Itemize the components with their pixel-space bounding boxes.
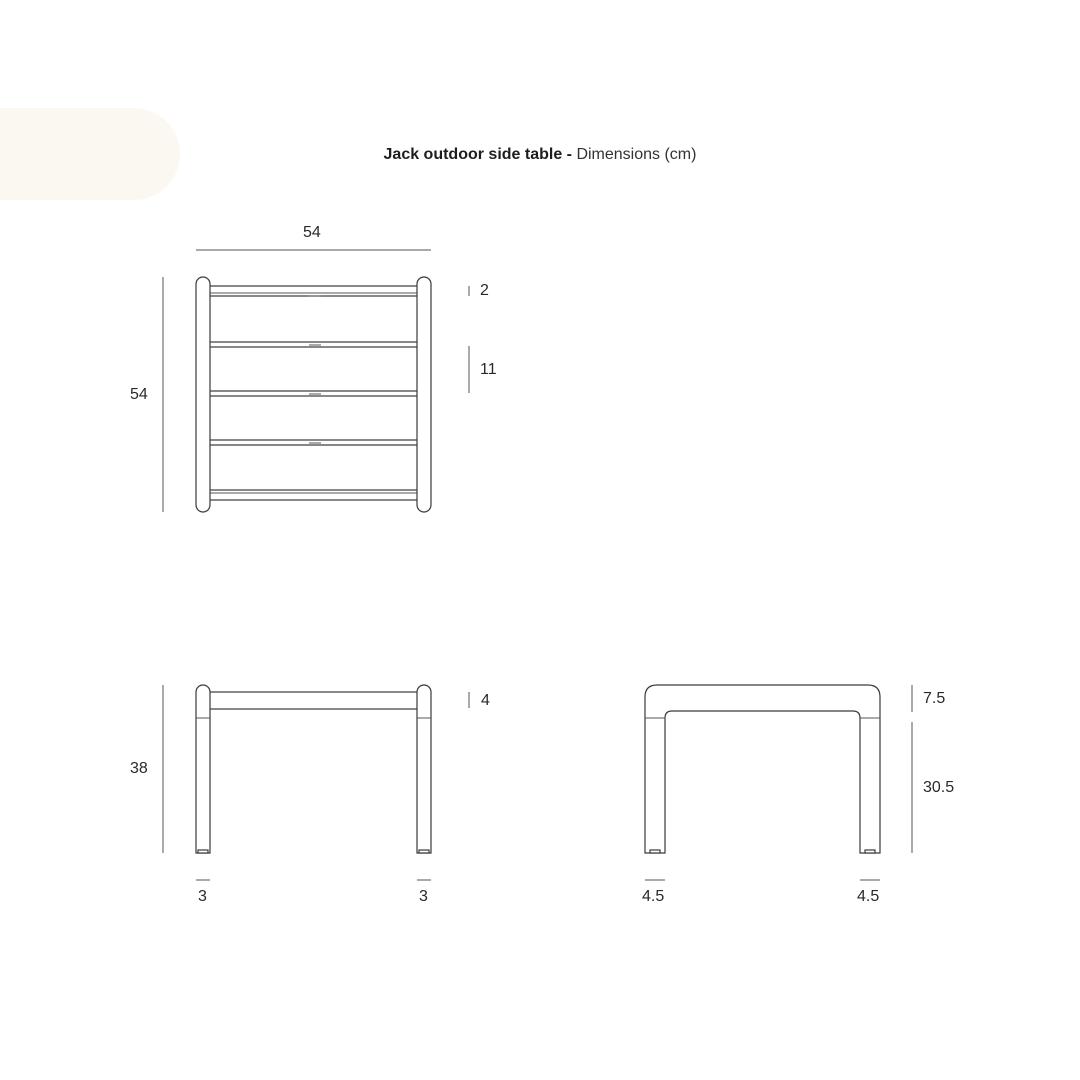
side-leg-right-label: 4.5 — [857, 888, 880, 905]
product-name: Jack outdoor side table - — [383, 146, 572, 163]
apron — [205, 692, 423, 709]
slat — [204, 490, 423, 500]
slat-gap-label: 2 — [480, 282, 489, 299]
dimensions-subtitle: Dimensions (cm) — [572, 146, 697, 163]
left-foot — [198, 850, 208, 853]
top-width-label: 54 — [303, 224, 321, 241]
right-rail — [417, 277, 431, 512]
top-view — [163, 250, 469, 512]
slat-width-label: 11 — [480, 361, 497, 378]
top-rail-label: 7.5 — [923, 690, 946, 707]
left-rail — [196, 277, 210, 512]
leg-height-label: 30.5 — [923, 779, 955, 796]
left-foot — [650, 850, 660, 853]
slat — [204, 286, 423, 296]
right-leg — [417, 685, 431, 853]
side-frame — [645, 685, 880, 853]
top-slats — [204, 286, 423, 500]
apron-label: 4 — [481, 692, 490, 709]
front-leg-right-label: 3 — [419, 888, 428, 905]
side-leg-left-label: 4.5 — [642, 888, 665, 905]
left-leg — [196, 685, 210, 853]
side-view — [645, 685, 912, 880]
front-leg-left-label: 3 — [198, 888, 207, 905]
right-foot — [419, 850, 429, 853]
top-depth-label: 54 — [130, 386, 148, 403]
front-view — [163, 685, 469, 880]
right-foot — [865, 850, 875, 853]
front-height-label: 38 — [130, 760, 148, 777]
